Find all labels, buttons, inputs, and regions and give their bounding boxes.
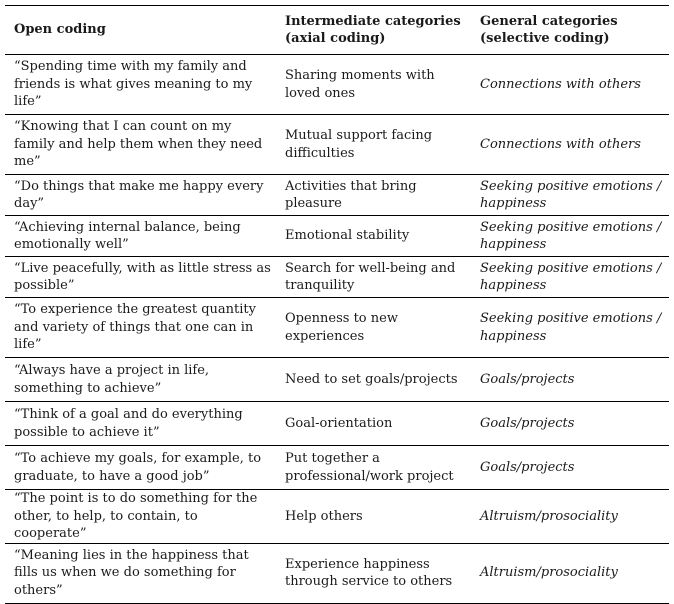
intermediate-category-cell: Experience happiness through service to others [276, 543, 471, 603]
header-open-coding: Open coding [5, 6, 276, 55]
general-category-cell: Seeking positive emotions / happiness [471, 298, 669, 358]
general-category-cell: Connections with others [471, 55, 669, 115]
intermediate-category-cell: Help others [276, 490, 471, 544]
table-row [5, 402, 669, 446]
intermediate-category-cell: Emotional stability [276, 216, 471, 257]
open-coding-cell: “The point is to do something for the other, to help, to contain, to cooperate” [5, 490, 276, 544]
table-row [5, 55, 669, 115]
intermediate-category-cell: Goal-orientation [276, 402, 471, 446]
table-row [5, 358, 669, 402]
header-general-categories: General categories (selective coding) [471, 6, 669, 55]
general-category-cell: Seeking positive emotions / happiness [471, 257, 669, 298]
general-category-cell: Goals/projects [471, 446, 669, 490]
open-coding-cell: “Spending time with my family and friends is what gives meaning to my life” [5, 55, 276, 115]
general-category-cell: Altruism/prosociality [471, 543, 669, 603]
open-coding-cell: “To experience the greatest quantity and variety of things that one can in life” [5, 298, 276, 358]
general-category-cell: Seeking positive emotions / happiness [471, 175, 669, 216]
open-coding-cell: “To achieve my goals, for example, to graduate, to have a good job” [5, 446, 276, 490]
coding-table [5, 5, 669, 604]
table-row [5, 446, 669, 490]
open-coding-cell: “Always have a project in life, something to achieve” [5, 358, 276, 402]
open-coding-cell: “Do things that make me happy every day” [5, 175, 276, 216]
open-coding-cell: “Think of a goal and do everything possible to achieve it” [5, 402, 276, 446]
intermediate-category-cell: Put together a professional/work project [276, 446, 471, 490]
general-category-cell: Goals/projects [471, 358, 669, 402]
general-category-cell: Altruism/prosociality [471, 490, 669, 544]
table-row [5, 216, 669, 257]
intermediate-category-cell: Need to set goals/projects [276, 358, 471, 402]
open-coding-cell: “Knowing that I can count on my family and help them when they need me” [5, 115, 276, 175]
table-row [5, 175, 669, 216]
table-row [5, 490, 669, 544]
intermediate-category-cell: Activities that bring pleasure [276, 175, 471, 216]
table-row [5, 257, 669, 298]
general-category-cell: Seeking positive emotions / happiness [471, 216, 669, 257]
open-coding-cell: “Live peacefully, with as little stress as possible” [5, 257, 276, 298]
header-intermediate-categories: Intermediate categories (axial coding) [276, 6, 471, 55]
open-coding-cell: “Meaning lies in the happiness that fills us when we do something for others” [5, 543, 276, 603]
intermediate-category-cell: Search for well-being and tranquility [276, 257, 471, 298]
table-row [5, 298, 669, 358]
intermediate-category-cell: Mutual support facing difficulties [276, 115, 471, 175]
intermediate-category-cell: Openness to new experiences [276, 298, 471, 358]
general-category-cell: Connections with others [471, 115, 669, 175]
header-row [5, 6, 669, 55]
intermediate-category-cell: Sharing moments with loved ones [276, 55, 471, 115]
general-category-cell: Goals/projects [471, 402, 669, 446]
table-row [5, 115, 669, 175]
open-coding-cell: “Achieving internal balance, being emotionally well” [5, 216, 276, 257]
table-row [5, 543, 669, 603]
